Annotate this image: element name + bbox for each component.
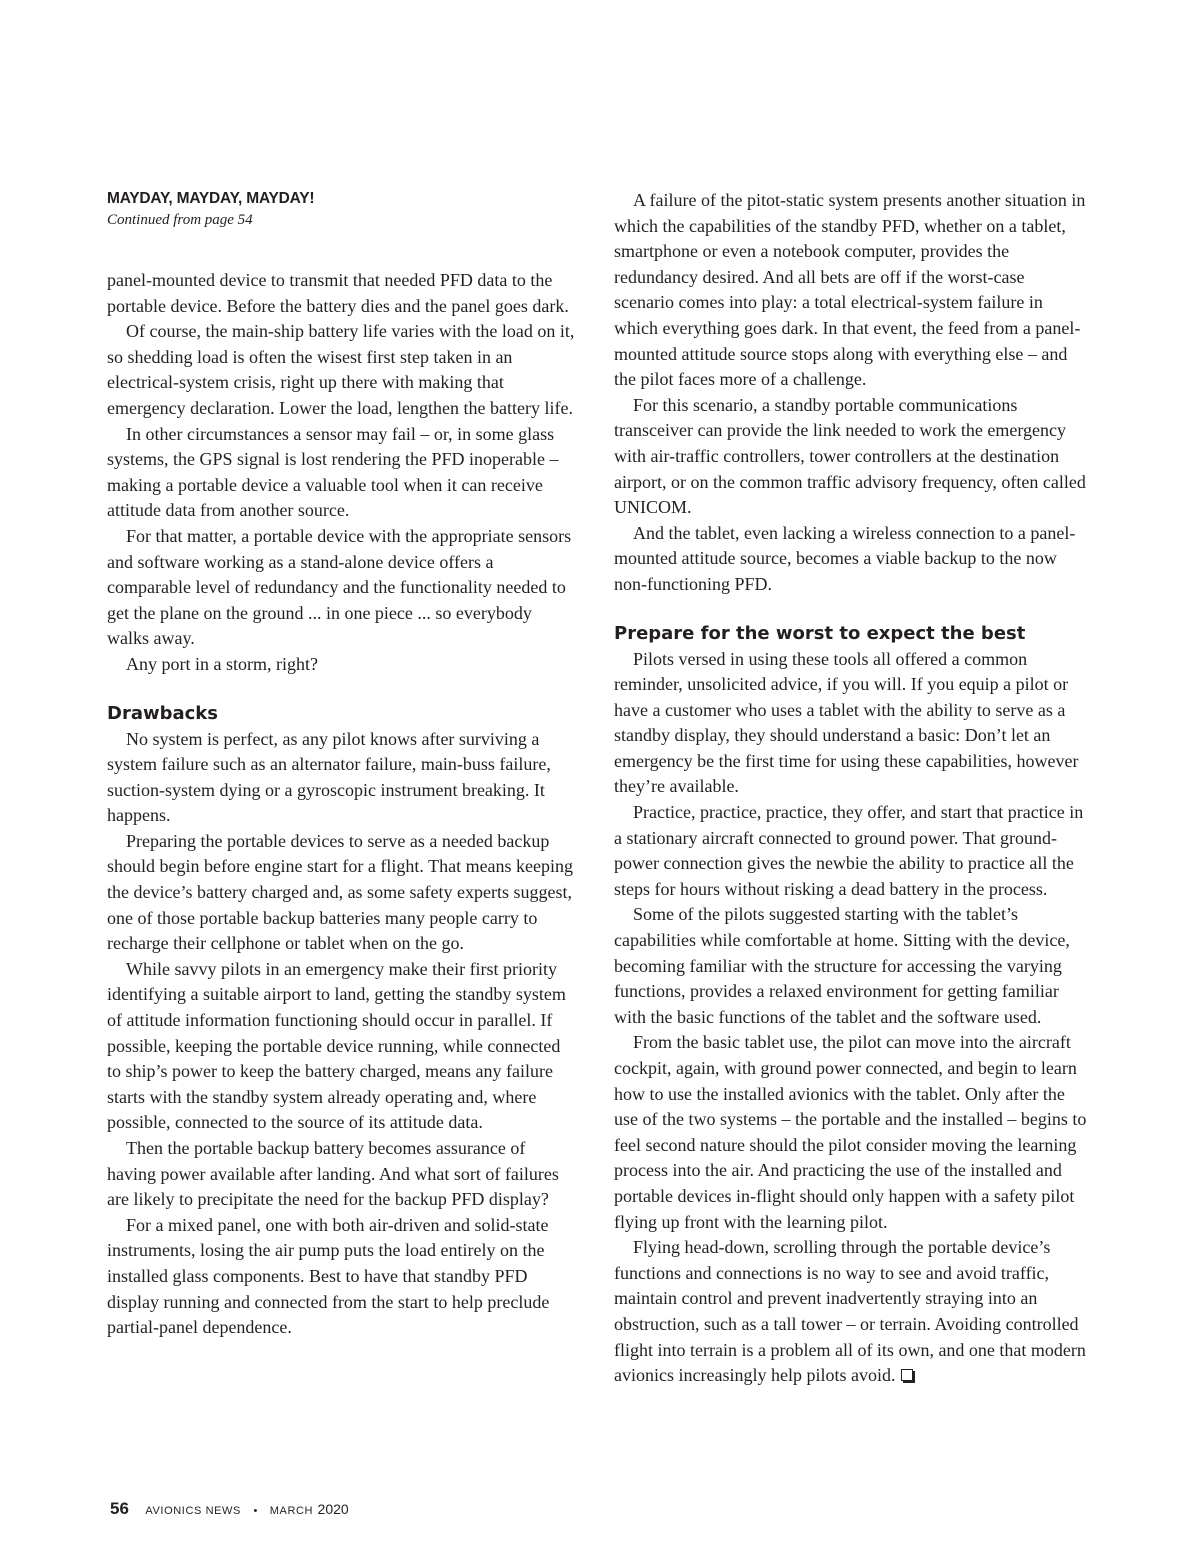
paragraph: For this scenario, a standby portable communications transceiver can provide the link needed to work the emergency with air-traffic controllers, tower controllers at the destination airport, or on the common traffic advisory frequency, often called UNICOM. xyxy=(614,394,1086,518)
paragraph: From the basic tablet use, the pilot can move into the aircraft cockpit, again, with ground power connected, and begin to learn how to use the installed avionics with the tablet. Only after the use of the two systems – the portable and the installed – begins to feel second nature should the pilot consider moving the learning process into the air. And practicing the use of the installed and portable devices in-flight should only happen with a safety pilot flying up front with the learning pilot. xyxy=(614,1032,1087,1232)
paragraph: Any port in a storm, right? xyxy=(126,653,318,674)
paragraph: No system is perfect, as any pilot knows after surviving a system failure such as an alternator failure, main-buss failure, suction-system dying or a gyroscopic instrument breaking. It happens. xyxy=(107,728,551,826)
paragraph: For a mixed panel, one with both air-driven and solid-state instruments, losing the air pump puts the load entirely on the installed glass components. Best to have that standby PFD display running and connected from the start to help preclude partial-panel dependence. xyxy=(107,1214,550,1338)
page-number: 56 xyxy=(110,1499,129,1518)
paragraph: Of course, the main-ship battery life varies with the load on it, so shedding load is often the wisest first step taken in an electrical-system crisis, right up there with making that emergency declaration. Lower the load, lengthen the battery life. xyxy=(107,321,575,418)
publication-name: AVIONICS NEWS xyxy=(145,1505,241,1517)
paragraph: While savvy pilots in an emergency make their first priority identifying a suitable airport to land, getting the standby system of attitude information functioning should occur in parallel. If possible, keeping the portable device running, while connected to ship’s power to keep the battery charged, means any failure starts with the standby system already operating and, where possible, connected to the source of its attitude data. xyxy=(107,958,566,1133)
paragraph: In other circumstances a sensor may fail – or, in some glass systems, the GPS signal is lost rendering the PFD inoperable – making a portable device a valuable tool when it can receive attitude data from another source. xyxy=(107,423,559,521)
page-footer xyxy=(110,1499,349,1519)
footer-separator: • xyxy=(253,1505,258,1517)
paragraph: And the tablet, even lacking a wireless connection to a panel-mounted attitude source, becomes a viable backup to the now non-functioning PFD. xyxy=(614,522,1076,594)
paragraph: Preparing the portable devices to serve as a needed backup should begin before engine start for a flight. That means keeping the device’s battery charged and, as some safety experts suggest, one of those portable backup batteries many people carry to recharge their cellphone or tablet when on the go. xyxy=(107,830,574,954)
section-heading-drawbacks: Drawbacks xyxy=(107,702,218,724)
paragraph: Practice, practice, practice, they offer, and start that practice in a stationary aircraft connected to ground power. That ground-power connection gives the newbie the ability to practice all the steps for hours without risking a dead battery in the process. xyxy=(614,802,1084,899)
continued-note: Continued from page 54 xyxy=(107,212,253,228)
paragraph: Some of the pilots suggested starting with the tablet’s capabilities while comfortable at home. Sitting with the device, becoming familiar with the structure for accessing the varying functions, provides a relaxed environment for getting familiar with the basic functions of the tablet and the software used. xyxy=(614,904,1070,1027)
issue-month: MARCH xyxy=(269,1505,314,1517)
paragraph-text: Flying head-down, scrolling through the portable device’s functions and connections is no way to see and avoid traffic, maintain control and prevent inadvertently straying into an obstruction, such as a tall tower – or terrain. Avoiding controlled flight into terrain is a problem all of its own, and one that modern avionics increasingly help pilots avoid. xyxy=(614,1237,1086,1386)
right-column xyxy=(614,188,1088,1389)
end-mark-icon xyxy=(901,1369,913,1381)
left-column xyxy=(107,188,577,1341)
paragraph: A failure of the pitot-static system presents another situation in which the capabilities of the standby PFD, whether on a tablet, smartphone or even a notebook computer, provides the redundancy desired. And all bets are off if the worst-case scenario comes into play: a total electrical-system failure in which everything goes dark. In that event, the feed from a panel-mounted attitude source stops along with everything else – and the pilot faces more of a challenge. xyxy=(614,190,1086,390)
paragraph: panel-mounted device to transmit that needed PFD data to the portable device. Before the battery dies and the panel goes dark. xyxy=(107,270,569,316)
issue-year: 2020 xyxy=(317,1501,349,1517)
paragraph: For that matter, a portable device with the appropriate sensors and software working as a stand-alone device offers a comparable level of redundancy and the functionality needed to get the plane on the ground ... in one piece ... so everybody walks away. xyxy=(107,525,572,649)
paragraph: Then the portable backup battery becomes assurance of having power available after landing. And what sort of failures are likely to precipitate the need for the backup PFD display? xyxy=(107,1138,559,1210)
article-kicker: MAYDAY, MAYDAY, MAYDAY! xyxy=(107,190,315,207)
section-heading-prepare: Prepare for the worst to expect the best xyxy=(614,622,1026,644)
paragraph: Pilots versed in using these tools all offered a common reminder, unsolicited advice, if you will. If you equip a pilot or have a customer who uses a tablet with the ability to serve as a standby display, they should understand a basic: Don’t let an emergency be the first time for using these capabilities, however they’re available. xyxy=(614,648,1079,797)
last-paragraph xyxy=(614,1235,1088,1389)
